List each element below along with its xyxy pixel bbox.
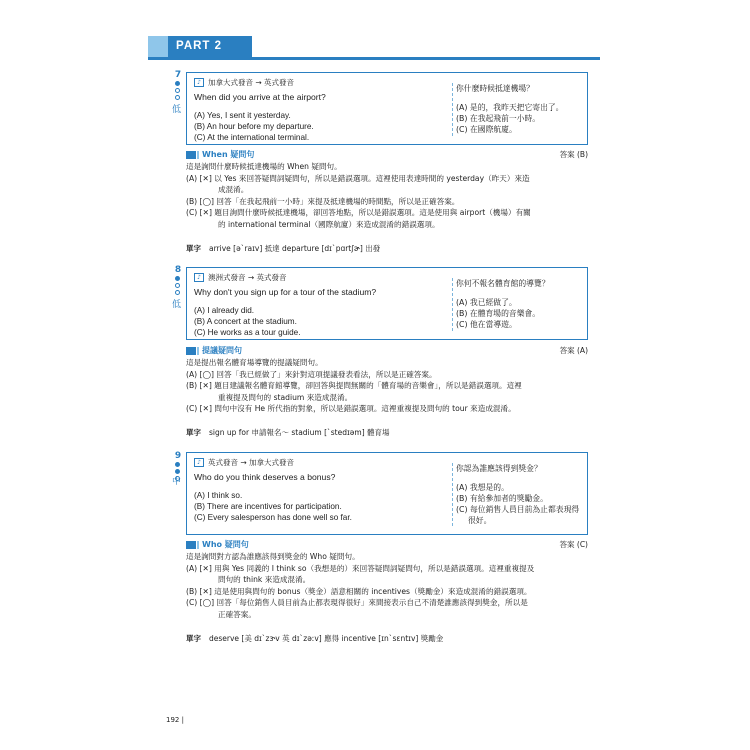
translation-panel: 你何不報名體育館的導覽？ (A) 我已經做了。 (B) 在體育場的音樂會。 (C) 他在當導遊。 bbox=[452, 278, 580, 331]
difficulty-level: 中 bbox=[172, 477, 182, 487]
vocabulary: 單字 sign up for 申請報名～ stadium [`stedɪəm] 體育場 bbox=[186, 428, 390, 437]
answer-label: 答案 (A) bbox=[559, 346, 588, 355]
type-marker-icon bbox=[186, 151, 196, 159]
question-type-row: When 疑問句 答案 (B) bbox=[186, 150, 588, 160]
options-list: (A) I think so. (B) There are incentives for participation. (C) Every salesperson has done well so far. bbox=[194, 491, 352, 522]
page-number: 192 | bbox=[166, 716, 184, 724]
question-type-row: Who 疑問句 答案 (C) bbox=[186, 540, 588, 550]
question-text: When did you arrive at the airport? bbox=[194, 92, 326, 102]
options-list: (A) Yes, I sent it yesterday. (B) An hour before my departure. (C) At the international terminal. bbox=[194, 111, 314, 142]
options-list: (A) I already did. (B) A concert at the stadium. (C) He works as a tour guide. bbox=[194, 306, 301, 337]
answer-label: 答案 (C) bbox=[559, 540, 588, 549]
difficulty-dots bbox=[175, 276, 181, 297]
difficulty-dots bbox=[175, 81, 181, 102]
question-box bbox=[186, 267, 588, 340]
explanation: 這是詢問什麼時候抵達機場的 When 疑問句。 (A) [✕] 以 Yes 來回答疑問詞疑問句，所以是錯誤選項。這裡使用表達時間的 yesterday（昨天）來造 成混淆。 (B) [◯] 回答「在我起飛前一小時」來提及抵達機場的時間點，所以是正確答案。 (C) [✕] 題目詢問什麼時候抵達機場，卻回答地點，所以是錯誤選項。這是使用與 airport（機場）有關 的 international terminal（國際航廈）來造成混淆的錯誤選項。 bbox=[186, 162, 531, 229]
answer-label: 答案 (B) bbox=[559, 150, 588, 159]
type-marker-icon bbox=[186, 347, 196, 355]
translation-panel: 你認為誰應該得到獎金？ (A) 我想是的。 (B) 有給參加者的獎勵金。 (C) 每位銷售人員目前為止都表現得 很好。 bbox=[452, 463, 580, 526]
audio-icon: ♪ bbox=[194, 458, 204, 467]
part-label: PART 2 bbox=[168, 36, 252, 57]
accent-line: ♪ 英式發音 → 加拿大式發音 bbox=[194, 456, 449, 468]
accent-line: ♪ 加拿大式發音 → 英式發音 bbox=[194, 76, 449, 88]
translation-panel: 你什麼時候抵達機場？ (A) 是的，我昨天把它寄出了。 (B) 在我起飛前一小時。 (C) 在國際航廈。 bbox=[452, 83, 580, 136]
audio-icon: ♪ bbox=[194, 273, 204, 282]
question-text: Why don't you sign up for a tour of the stadium? bbox=[194, 287, 377, 297]
question-type-row: 提議疑問句 答案 (A) bbox=[186, 346, 588, 356]
question-text: Who do you think deserves a bonus? bbox=[194, 472, 336, 482]
header-rule bbox=[148, 57, 600, 60]
question-number: 9 bbox=[174, 451, 182, 461]
question-box bbox=[186, 452, 588, 535]
vocabulary: 單字 arrive [ə`raɪv] 抵達 departure [dɪ`pɑrtʃɚ] 出發 bbox=[186, 244, 381, 253]
audio-icon: ♪ bbox=[194, 78, 204, 87]
explanation: 這是提出報名體育場導覽的提議疑問句。 (A) [◯] 回答「我已經做了」來針對這項提議發表看法，所以是正確答案。 (B) [✕] 題目建議報名體育館導覽，卻回答與提問無關的「體育場的音樂會」，所以是錯誤選項。這裡 重複提及問句的 stadium 來造成混淆。 (C) [✕] 問句中沒有 He 所代指的對象，所以是錯誤選項。這裡重複提及問句的 tour 來造成混淆。 bbox=[186, 358, 522, 413]
vocabulary: 單字 deserve [美 dɪ`zɝv 英 dɪ`zəːv] 應得 incentive [ɪn`sɛntɪv] 獎勵金 bbox=[186, 634, 444, 643]
type-marker-icon bbox=[186, 541, 196, 549]
question-number: 7 bbox=[174, 70, 182, 80]
question-box bbox=[186, 72, 588, 145]
accent-line: ♪ 澳洲式發音 → 英式發音 bbox=[194, 271, 449, 283]
question-number: 8 bbox=[174, 265, 182, 275]
part-tab bbox=[148, 36, 252, 57]
difficulty-level: 低 bbox=[172, 300, 182, 310]
explanation: 這是詢問對方認為誰應該得到獎金的 Who 疑問句。 (A) [✕] 用與 Yes 同義的 I think so（我想是的）來回答疑問詞疑問句，所以是錯誤選項。這裡重複提及 問句的 think 來造成混淆。 (B) [✕] 這是使用與問句的 bonus（獎金）語意相關的 incentives（獎勵金）來造成混淆的錯誤選項。 (C) [◯] 回答「每位銷售人員目前為止都表現得很好」來間接表示自己不清楚誰應該得到獎金，所以是 正確答案。 bbox=[186, 552, 535, 619]
difficulty-level: 低 bbox=[172, 105, 182, 115]
